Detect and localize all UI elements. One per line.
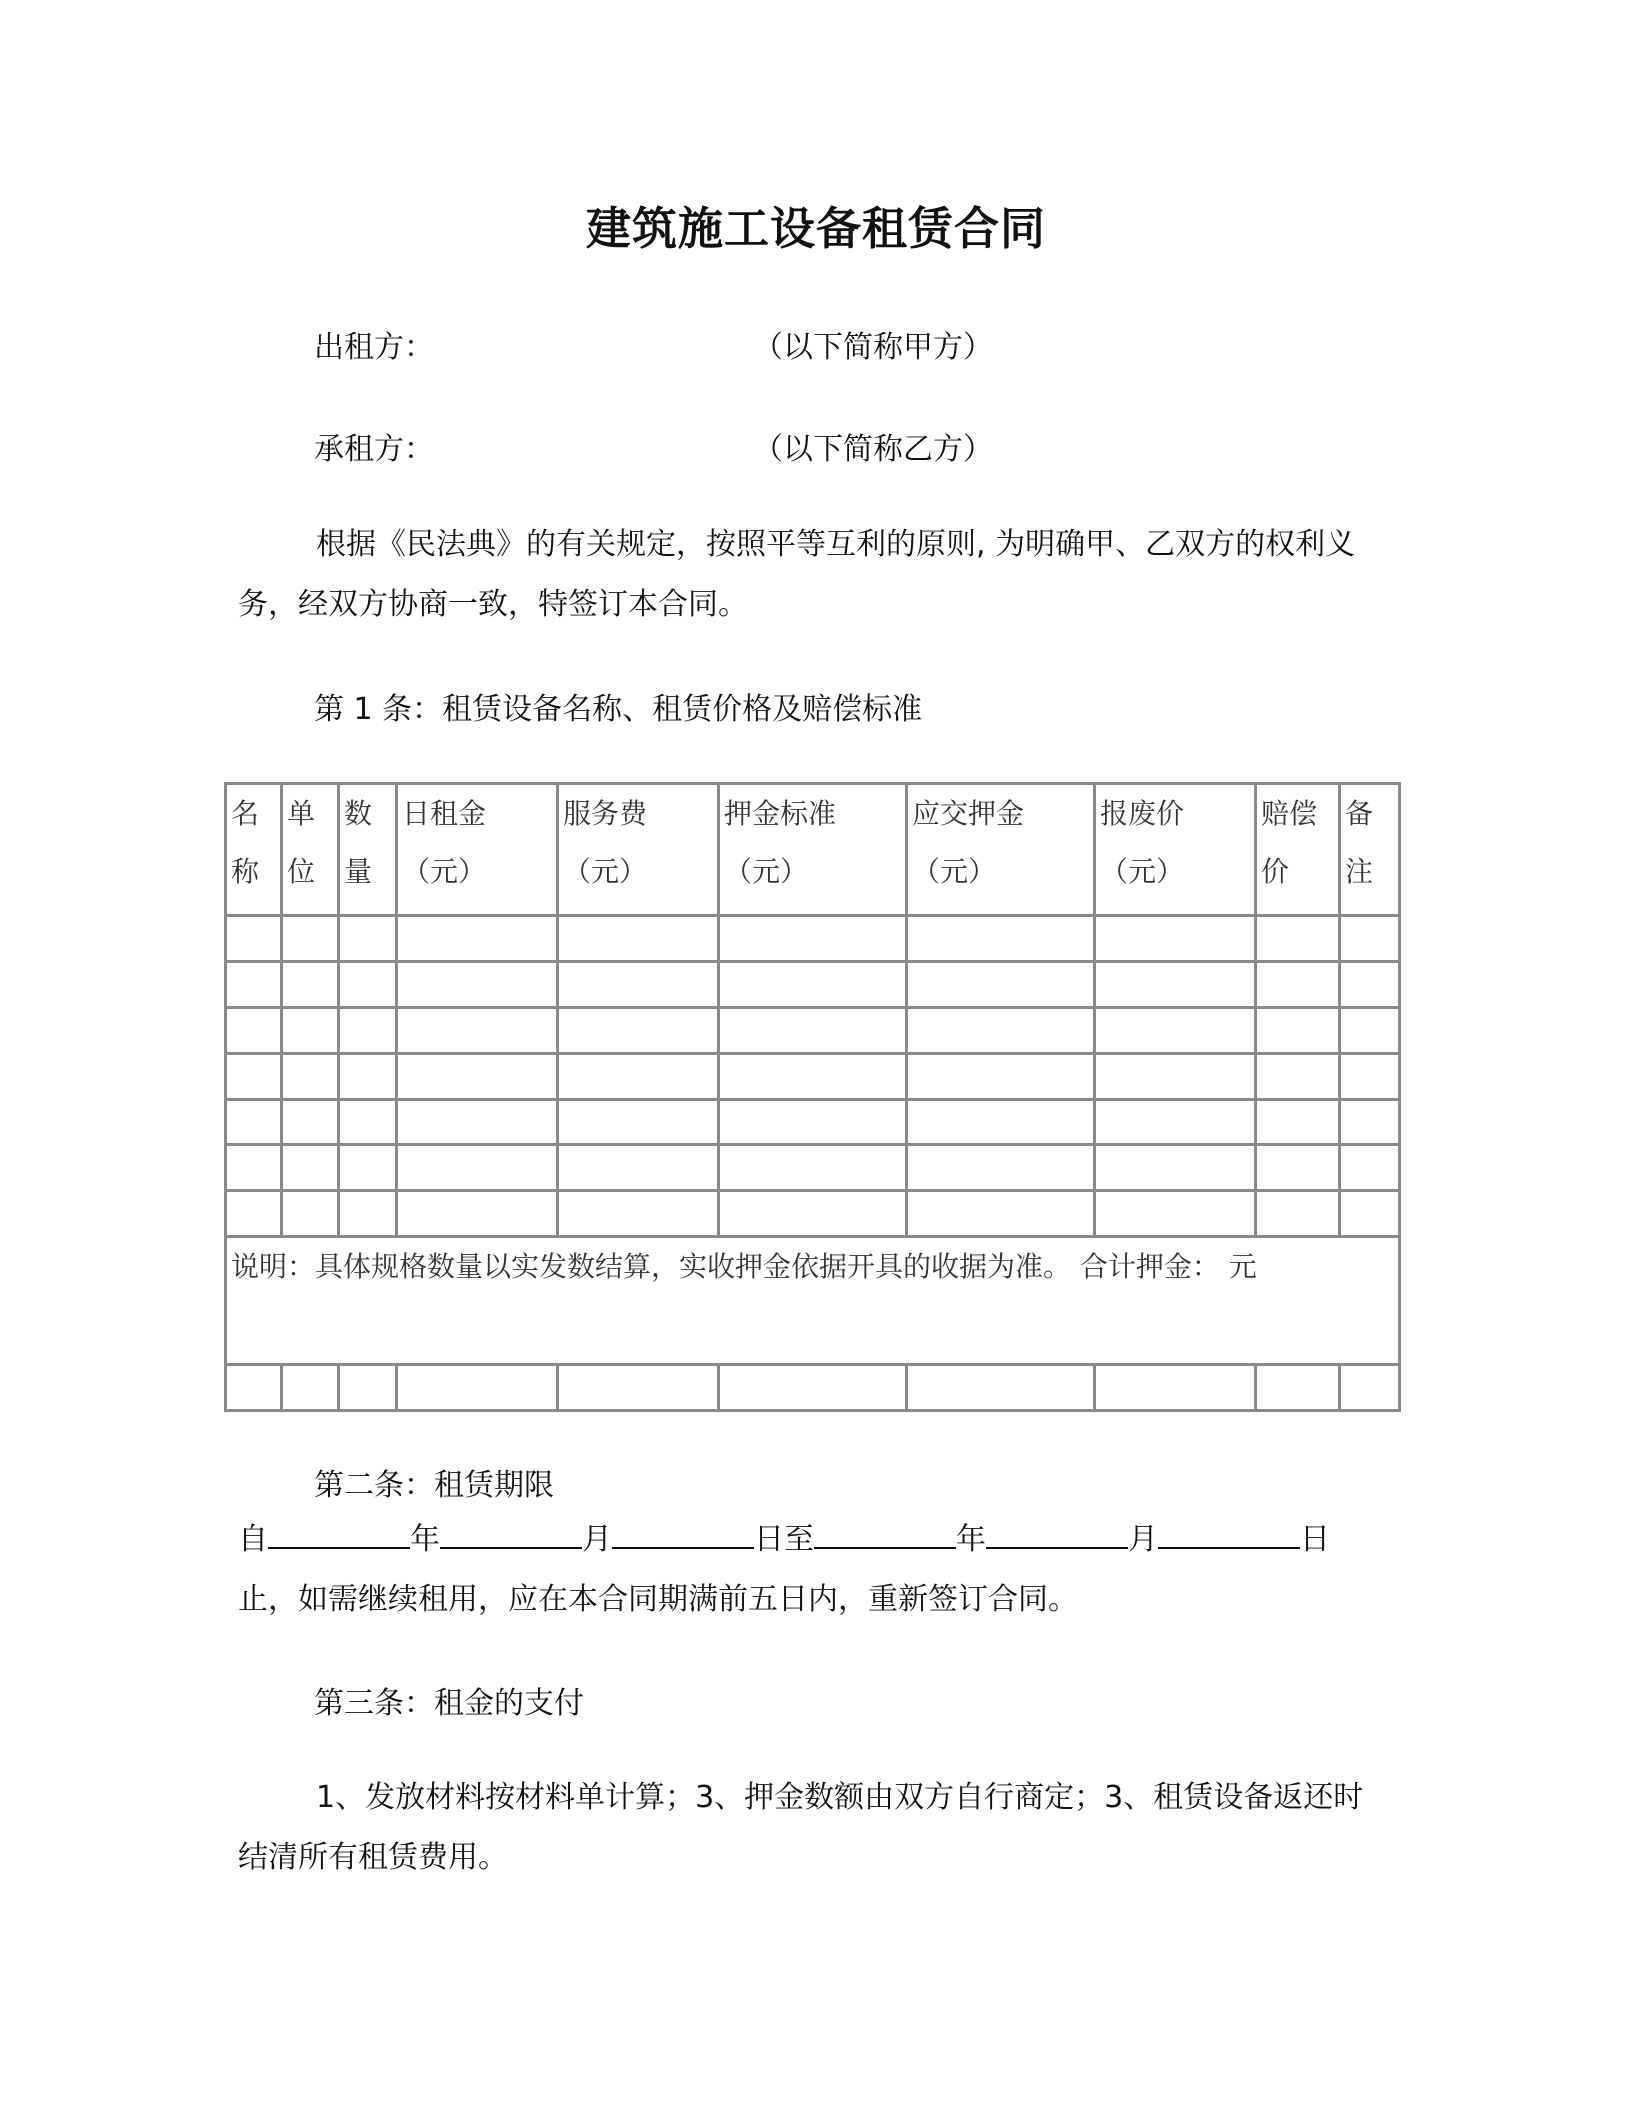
article3-heading: 第三条：租金的支付 bbox=[314, 1686, 584, 1721]
header-cell: 单位 bbox=[282, 784, 339, 916]
month-label: 月 bbox=[582, 1522, 612, 1557]
table-cell bbox=[719, 916, 907, 962]
header-cell: 报废价 （元） bbox=[1095, 784, 1256, 916]
lessee-label: 承租方： bbox=[314, 432, 434, 467]
table-cell bbox=[339, 1145, 397, 1191]
table-cell bbox=[226, 1053, 282, 1099]
table-row bbox=[226, 1191, 1400, 1237]
table-row bbox=[226, 916, 1400, 962]
table-cell bbox=[1340, 1099, 1400, 1145]
table-cell bbox=[397, 962, 558, 1008]
table-cell bbox=[558, 1053, 719, 1099]
table-cell bbox=[558, 916, 719, 962]
table-cell bbox=[282, 916, 339, 962]
table-cell bbox=[226, 1191, 282, 1237]
table-cell bbox=[226, 916, 282, 962]
table-cell bbox=[339, 962, 397, 1008]
table-cell bbox=[1340, 1007, 1400, 1053]
table-cell bbox=[226, 1007, 282, 1053]
lease-period bbox=[238, 1510, 1388, 1630]
table-cell bbox=[1095, 962, 1256, 1008]
start-month-blank bbox=[440, 1517, 582, 1549]
table-cell bbox=[907, 1099, 1095, 1145]
table-row bbox=[226, 1007, 1400, 1053]
header-cell: 服务费 （元） bbox=[558, 784, 719, 916]
table-cell bbox=[719, 1007, 907, 1053]
table-cell bbox=[282, 1145, 339, 1191]
table-header-row bbox=[226, 784, 1400, 916]
period-from: 自 bbox=[238, 1522, 268, 1557]
table-row bbox=[226, 1145, 1400, 1191]
start-day-blank bbox=[612, 1517, 754, 1549]
table-cell bbox=[339, 1191, 397, 1237]
table-cell bbox=[1095, 1053, 1256, 1099]
table-body bbox=[226, 916, 1400, 1237]
table-cell bbox=[1095, 1145, 1256, 1191]
table-cell bbox=[226, 1145, 282, 1191]
year-label: 年 bbox=[956, 1522, 986, 1557]
table-cell bbox=[719, 962, 907, 1008]
table-note: 说明：具体规格数量以实发数结算，实收押金依据开具的收据为准。 合计押金： 元 bbox=[226, 1237, 1400, 1365]
day-to-label: 日至 bbox=[754, 1522, 814, 1557]
table-cell bbox=[226, 1099, 282, 1145]
table-cell bbox=[1095, 1099, 1256, 1145]
rental-table bbox=[224, 782, 1401, 1412]
table-cell bbox=[907, 1191, 1095, 1237]
table-cell bbox=[558, 962, 719, 1008]
table-cell bbox=[1095, 916, 1256, 962]
table-cell bbox=[558, 1007, 719, 1053]
table-row bbox=[226, 1365, 1400, 1411]
header-cell: 数量 bbox=[339, 784, 397, 916]
table-cell bbox=[907, 962, 1095, 1008]
article2-heading: 第二条：租赁期限 bbox=[314, 1468, 554, 1503]
period-rest: 止，如需继续租用，应在本合同期满前五日内，重新签订合同。 bbox=[238, 1582, 1078, 1617]
table-cell bbox=[907, 1145, 1095, 1191]
month-label: 月 bbox=[1128, 1522, 1158, 1557]
table-cell bbox=[1340, 1053, 1400, 1099]
table-cell bbox=[1095, 1191, 1256, 1237]
header-cell: 押金标准 （元） bbox=[719, 784, 907, 916]
table-cell bbox=[397, 1007, 558, 1053]
table-cell bbox=[1256, 1191, 1340, 1237]
header-cell: 赔偿价 bbox=[1256, 784, 1340, 916]
table-row bbox=[226, 962, 1400, 1008]
table-cell bbox=[1256, 1053, 1340, 1099]
header-cell: 应交押金 （元） bbox=[907, 784, 1095, 916]
article1-heading: 第 1 条：租赁设备名称、租赁价格及赔偿标准 bbox=[314, 692, 923, 727]
table-cell bbox=[397, 1191, 558, 1237]
lessor-label: 出租方： bbox=[314, 330, 434, 365]
end-day-blank bbox=[1158, 1517, 1300, 1549]
table-cell bbox=[397, 1053, 558, 1099]
table-cell bbox=[339, 1053, 397, 1099]
table-cell bbox=[397, 916, 558, 962]
table-cell bbox=[558, 1145, 719, 1191]
header-cell: 备注 bbox=[1340, 784, 1400, 916]
table-cell bbox=[1340, 1145, 1400, 1191]
start-year-blank bbox=[268, 1517, 410, 1549]
end-month-blank bbox=[986, 1517, 1128, 1549]
table-cell bbox=[558, 1099, 719, 1145]
year-label: 年 bbox=[410, 1522, 440, 1557]
table-cell bbox=[907, 1007, 1095, 1053]
intro-paragraph: 根据《民法典》的有关规定，按照平等互利的原则, 为明确甲、乙双方的权利义务，经双方协商一致，特签订本合同。 bbox=[238, 527, 1356, 622]
table-cell bbox=[282, 1191, 339, 1237]
table-cell bbox=[282, 1099, 339, 1145]
table-cell bbox=[1340, 962, 1400, 1008]
table-cell bbox=[1256, 1007, 1340, 1053]
table-row bbox=[226, 1099, 1400, 1145]
table-cell bbox=[339, 916, 397, 962]
contract-title: 建筑施工设备租赁合同 bbox=[585, 202, 1046, 255]
table-cell bbox=[339, 1099, 397, 1145]
lessor-note: （以下简称甲方） bbox=[753, 330, 993, 365]
table-cell bbox=[226, 962, 282, 1008]
table-cell bbox=[719, 1099, 907, 1145]
table-cell bbox=[1095, 1007, 1256, 1053]
header-cell: 名称 bbox=[226, 784, 282, 916]
table-cell bbox=[397, 1099, 558, 1145]
end-year-blank bbox=[814, 1517, 956, 1549]
table-cell bbox=[907, 916, 1095, 962]
table-cell bbox=[397, 1145, 558, 1191]
table-cell bbox=[558, 1191, 719, 1237]
day-label: 日 bbox=[1300, 1522, 1330, 1557]
table-cell bbox=[719, 1053, 907, 1099]
table-cell bbox=[282, 1007, 339, 1053]
table-cell bbox=[1256, 962, 1340, 1008]
header-cell: 日租金 （元） bbox=[397, 784, 558, 916]
table-note-row bbox=[226, 1237, 1400, 1365]
table-cell bbox=[1256, 1145, 1340, 1191]
table-cell bbox=[1340, 1191, 1400, 1237]
table-cell bbox=[719, 1191, 907, 1237]
lessee-note: （以下简称乙方） bbox=[753, 432, 993, 467]
table-row bbox=[226, 1053, 1400, 1099]
table-cell bbox=[1256, 916, 1340, 962]
table-cell bbox=[339, 1007, 397, 1053]
table-cell bbox=[907, 1053, 1095, 1099]
table-cell bbox=[282, 1053, 339, 1099]
table-cell bbox=[1340, 916, 1400, 962]
article3-body: 1、发放材料按材料单计算；3、押金数额由双方自行商定；3、租赁设备返还时结清所有租赁费用。 bbox=[238, 1780, 1364, 1875]
table-cell bbox=[1256, 1099, 1340, 1145]
table-cell bbox=[282, 962, 339, 1008]
table-cell bbox=[719, 1145, 907, 1191]
